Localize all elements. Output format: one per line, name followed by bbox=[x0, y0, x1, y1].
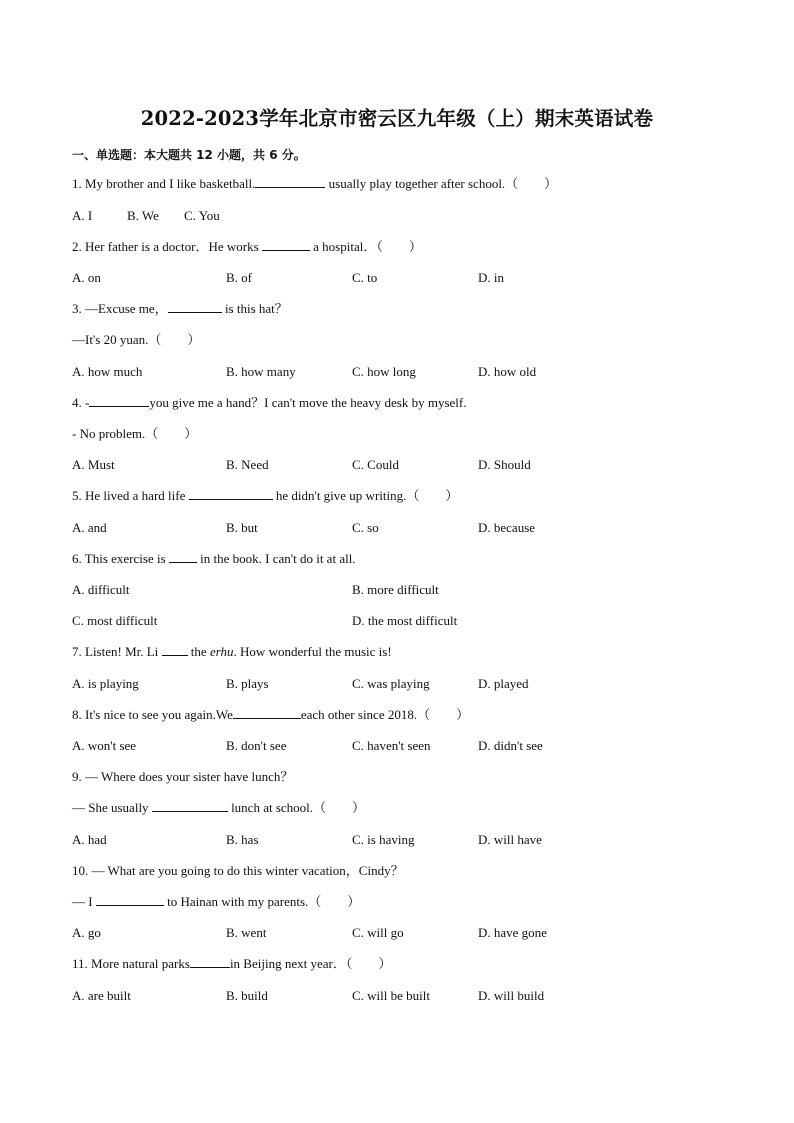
option-b: B. We bbox=[127, 208, 159, 223]
option-c: C. was playing bbox=[352, 676, 430, 691]
option-c: C. to bbox=[352, 270, 378, 285]
option-d: D. played bbox=[478, 676, 529, 691]
question-text: to Hainan with my parents.（ ） bbox=[163, 894, 361, 909]
option-d: D. will build bbox=[478, 988, 545, 1003]
answer-blank bbox=[255, 175, 325, 188]
question-9-reply bbox=[72, 799, 365, 817]
question-text: — She usually bbox=[72, 800, 149, 815]
option-d: D. because bbox=[478, 520, 536, 535]
option-b: B. plays bbox=[226, 676, 269, 691]
option-a: A. go bbox=[72, 925, 101, 940]
option-c: C. will go bbox=[352, 925, 404, 940]
question-text: the bbox=[187, 644, 210, 659]
question-text: 4. - bbox=[72, 395, 90, 410]
option-b: B. but bbox=[226, 520, 258, 535]
option-b: B. build bbox=[226, 988, 268, 1003]
option-d: D. how old bbox=[478, 364, 537, 379]
option-d: D. didn't see bbox=[478, 738, 543, 753]
question-text: you give me a hand？I can't move the heavy desk by myself. bbox=[149, 395, 467, 410]
question-10-reply bbox=[72, 893, 360, 911]
option-a: A. difficult bbox=[72, 582, 130, 597]
option-b: B. how many bbox=[226, 364, 296, 379]
question-text-italic: erhu bbox=[209, 644, 234, 659]
option-a: A. and bbox=[72, 520, 107, 535]
option-b: B. went bbox=[226, 925, 267, 940]
answer-blank bbox=[262, 238, 310, 251]
answer-blank bbox=[189, 487, 273, 500]
question-3-reply: —It's 20 yuan.（ ） bbox=[72, 332, 201, 347]
option-a: A. on bbox=[72, 270, 101, 285]
question-4-reply: - No problem.（ ） bbox=[72, 426, 198, 441]
option-c: C. Could bbox=[352, 457, 399, 472]
option-d: D. have gone bbox=[478, 925, 547, 940]
option-c: C. will be built bbox=[352, 988, 430, 1003]
option-c: C. most difficult bbox=[72, 613, 158, 628]
answer-blank bbox=[169, 550, 197, 563]
option-c: C. You bbox=[184, 208, 220, 223]
section-heading: 一、单选题：本大题共 12 小题，共 6 分。 bbox=[72, 148, 306, 162]
question-text: 8. It's nice to see you again.We bbox=[72, 707, 233, 722]
question-text: he didn't give up writing.（ ） bbox=[272, 488, 459, 503]
question-11 bbox=[72, 955, 391, 973]
question-5 bbox=[72, 487, 458, 505]
question-text: 2. Her father is a doctor．He works bbox=[72, 239, 259, 254]
question-text: in the book. I can't do it at all. bbox=[196, 551, 356, 566]
option-d: D. will have bbox=[478, 832, 542, 847]
answer-blank bbox=[152, 799, 228, 812]
question-text: 11. More natural parks bbox=[72, 956, 190, 971]
option-b: B. don't see bbox=[226, 738, 287, 753]
question-9: 9. — Where does your sister have lunch？ bbox=[72, 769, 294, 784]
option-a: A. had bbox=[72, 832, 107, 847]
option-a: A. how much bbox=[72, 364, 143, 379]
question-1 bbox=[72, 175, 557, 193]
page-title: 2022-2023学年北京市密云区九年级（上）期末英语试卷 bbox=[140, 107, 654, 130]
option-b: B. has bbox=[226, 832, 259, 847]
option-c: C. so bbox=[352, 520, 379, 535]
question-10: 10. — What are you going to do this winter vacation，Cindy？ bbox=[72, 863, 404, 878]
option-a: A. I bbox=[72, 208, 93, 223]
question-2 bbox=[72, 238, 422, 256]
answer-blank bbox=[168, 300, 222, 313]
answer-blank bbox=[190, 955, 230, 968]
option-b: B. Need bbox=[226, 457, 269, 472]
answer-blank bbox=[96, 893, 164, 906]
question-text: in Beijing next year．（ ） bbox=[229, 956, 392, 971]
question-7 bbox=[72, 643, 392, 661]
option-c: C. haven't seen bbox=[352, 738, 431, 753]
question-text: lunch at school.（ ） bbox=[227, 800, 366, 815]
question-text: a hospital．（ ） bbox=[309, 239, 422, 254]
question-text: . How wonderful the music is! bbox=[233, 644, 392, 659]
question-4 bbox=[72, 394, 467, 412]
option-a: A. Must bbox=[72, 457, 115, 472]
question-text: 7. Listen! Mr. Li bbox=[72, 644, 159, 659]
question-text: — I bbox=[72, 894, 93, 909]
question-6 bbox=[72, 550, 356, 568]
option-a: A. won't see bbox=[72, 738, 137, 753]
option-c: C. how long bbox=[352, 364, 416, 379]
option-b: B. of bbox=[226, 270, 252, 285]
question-text: usually play together after school.（ ） bbox=[325, 176, 558, 191]
question-text: 1. My brother and I like basketball. bbox=[72, 176, 256, 191]
answer-blank bbox=[162, 643, 188, 656]
answer-blank bbox=[89, 394, 149, 407]
option-b: B. more difficult bbox=[352, 582, 439, 597]
option-d: D. the most difficult bbox=[352, 613, 458, 628]
option-a: A. are built bbox=[72, 988, 131, 1003]
question-text: 5. He lived a hard life bbox=[72, 488, 186, 503]
answer-blank bbox=[233, 706, 301, 719]
option-d: D. in bbox=[478, 270, 504, 285]
option-a: A. is playing bbox=[72, 676, 139, 691]
question-3 bbox=[72, 300, 288, 318]
question-text: 3. —Excuse me， bbox=[72, 301, 168, 316]
question-text: 6. This exercise is bbox=[72, 551, 166, 566]
option-d: D. Should bbox=[478, 457, 531, 472]
option-c: C. is having bbox=[352, 832, 415, 847]
question-text: is this hat？ bbox=[221, 301, 288, 316]
question-8 bbox=[72, 706, 469, 724]
question-text: each other since 2018.（ ） bbox=[300, 707, 470, 722]
